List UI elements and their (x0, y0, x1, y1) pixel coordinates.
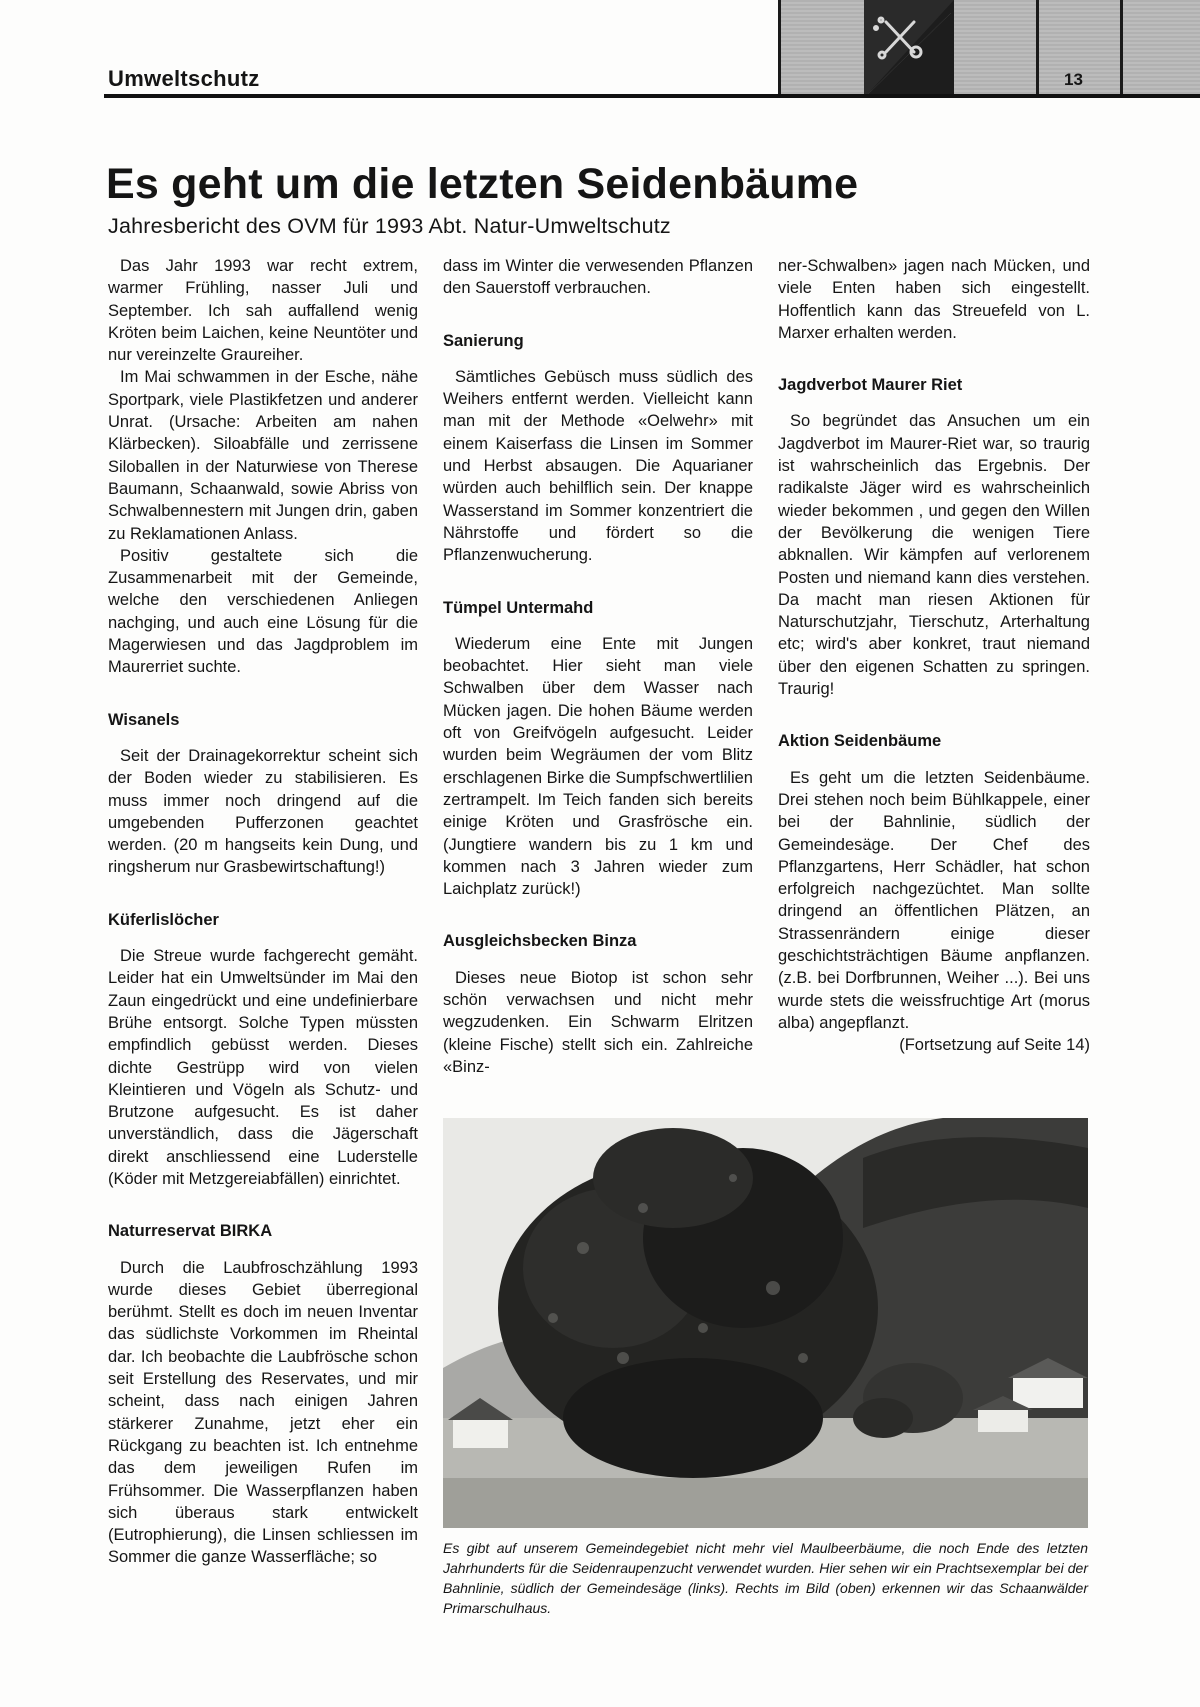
paragraph: Durch die Laubfroschzählung 1993 wurde dieses Gebiet überregional berühmt. Stellt es doch im neuen Inventar das südlichste Vorkommen im Rheintal dar. Ich beobachte die Laubfrösche schon seit Erstellung des Reservates, und mir scheint, dass nach einigen Jahren stärkerer Zunahme, jetzt eher ein Rückgang zu beachten ist. Ich entnehme das dem jeweiligen Rufen im Frühsommer. Die Wasserpflanzen haben sich überaus stark entwickelt (Eutrophierung), die Linsen schliessen im Sommer die ganze Wasserfläche; so (108, 1258, 418, 1567)
paragraph: Das Jahr 1993 war recht extrem, warmer Frühling, nasser Juli und September. Ich sah auffallend wenig Kröten beim Laichen, keine Neuntöter und nur vereinzelte Graureiher. (108, 257, 418, 365)
section-heading: Aktion Seidenbäume (778, 732, 942, 751)
continuation-note: (Fortsetzung auf Seite 14) (899, 1036, 1090, 1055)
section-heading: Tümpel Untermahd (443, 598, 594, 617)
text-column-3 (778, 255, 1090, 1057)
section-heading: Ausgleichsbecken Binza (443, 932, 637, 951)
section-label: Umweltschutz (108, 66, 260, 91)
header-emblem-box (778, 0, 1200, 98)
paragraph: Die Streue wurde fachgerecht gemäht. Leider hat ein Umweltsünder im Mai den Zaun eingedrückt und eine undefinierbare Brühe entsorgt. Solche Typen müssten empfindlich gebüsst werden. Dieses dichte Gestrüpp wird von vielen Kleintieren und Vögeln als Schutz- und Brutzone aufgesucht. Es ist daher unverständlich, dass die Jägerschaft direkt anschliessend eine Luderstelle (Köder mit Metzgereiabfällen) einrichtet. (108, 947, 418, 1188)
paragraph: ner-Schwalben» jagen nach Mücken, und viele Enten haben sich eingestellt. Hoffentlich kann das Streuefeld von L. Marxer erhalten werden. (778, 257, 1090, 342)
paragraph: Wiederum eine Ente mit Jungen beobachtet. Hier sieht man viele Schwalben über dem Wasser nach Mücken jagen. Die hohen Bäume werden oft von Greifvögeln aufgesucht. Leider wurden beim Wegräumen der vom Blitz erschlagenen Birke die Sumpfschwertlilien zertrampelt. Im Teich fanden sich bereits einige Kröten und Grasfrösche ein. (Jungtiere wandern bis zu 1 km und kommen nach 3 Jahren wieder zum Laichplatz zurück!) (443, 634, 753, 899)
text-column-1 (108, 255, 418, 1569)
paragraph: Positiv gestaltete sich die Zusammenarbeit mit der Gemeinde, welche den verschiedenen Anliegen nachging, und auch eine Lösung für die Magerwiesen und das Jagdproblem im Maurerriet suchte. (108, 546, 418, 677)
divider (1036, 0, 1039, 98)
article-title: Es geht um die letzten Seidenbäume (106, 160, 859, 208)
section-heading: Sanierung (443, 331, 524, 350)
paragraph: Im Mai schwammen in der Esche, nähe Sportpark, viele Plastikfetzen und anderer Unrat. (Ursache: Arbeiten am nahen Klärbecken). Siloabfälle und zerrissene Siloballen in der Naturwiese von Therese Baumann, Schaanwald, sowie Abriss von Schwalbennestern mit Jungen drin, gaben zu Reklamationen Anlass. (108, 368, 418, 543)
section-heading: Jagdverbot Maurer Riet (778, 376, 963, 395)
crossed-tools-icon (864, 0, 954, 98)
photo-caption: Es gibt auf unserem Gemeindegebiet nicht mehr viel Maulbeerbäume, die noch Ende des letzten Jahrhunderts für die Seidenraupenzucht verwendet wurden. Hier sehen wir ein Prachtsexemplar bei der Bahnlinie, südlich der Gemeindesäge (links). Rechts im Bild (oben) erkennen wir das Schaanwälder Primarschulhaus. (443, 1540, 1088, 1616)
paragraph: So begründet das Ansuchen um ein Jagdverbot im Maurer-Riet war, so traurig ist wahrscheinlich das Ergebnis. Der radikalste Jäger wird es wahrscheinlich wieder bekommen , und gegen den Willen der Bevölkerung die wenigen Tiere abknallen. Wir kämpfen auf verlorenem Posten und niemand kann dies verstehen. Da macht man riesen Aktionen für Naturschutzjahr, Tierschutz, Arterhaltung etc; wird's aber konkret, traut niemand über den eigenen Schatten zu springen. Traurig! (778, 412, 1090, 699)
mulberry-tree-photo (443, 1118, 1088, 1528)
header-rule (104, 94, 1200, 98)
divider (778, 0, 781, 98)
paragraph: Dieses neue Biotop ist schon sehr schön verwachsen und nicht mehr wegzudenken. Ein Schwarm Elritzen (kleine Fische) stellt sich ein. Zahlreiche «Binz- (443, 968, 753, 1076)
section-heading: Naturreservat BIRKA (108, 1222, 273, 1241)
text-column-2 (443, 255, 753, 1078)
divider (1120, 0, 1123, 98)
paragraph: Es geht um die letzten Seidenbäume. Drei stehen noch beim Bühlkappele, einer bei der Bahnlinie, südlich der Gemeindesäge. Der Chef des Pflanzgartens, Herr Schädler, hat schon erfolgreich nachgezüchtet. Man sollte dringend an öffentlichen Plätzen, an Strassenrändern einige dieser geschichtsträchtigen Bäume anpflanzen. (z.B. bei Dorfbrunnen, Weiher ...). Bei uns wurde stets die weissfruchtige Art (morus alba) angepflanzt. (778, 768, 1090, 1032)
paragraph: Sämtliches Gebüsch muss südlich des Weihers entfernt werden. Vielleicht kann man mit der Methode «Oelwehr» mit einem Kaiserfass die Linsen im Sommer und Herbst absaugen. Die Aquarianer würden auch behilflich sein. Der knappe Wasserstand im Sommer konzentriert die Nährstoffe und fördert so die Pflanzenwucherung. (443, 367, 753, 565)
section-heading: Küferlislöcher (108, 910, 219, 929)
paragraph: Seit der Drainagekorrektur scheint sich der Boden wieder zu stabilisieren. Es muss immer noch dringend auf die umgebenden Pufferzonen geachtet werden. (20 m hangseits kein Dung, und ringsherum nur Grasbewirtschaftung!) (108, 746, 418, 877)
section-heading: Wisanels (108, 710, 180, 729)
paragraph: dass im Winter die verwesenden Pflanzen den Sauerstoff verbrauchen. (443, 257, 753, 298)
page-number: 13 (1064, 70, 1083, 89)
article-subtitle: Jahresbericht des OVM für 1993 Abt. Natur-Umweltschutz (108, 214, 671, 238)
